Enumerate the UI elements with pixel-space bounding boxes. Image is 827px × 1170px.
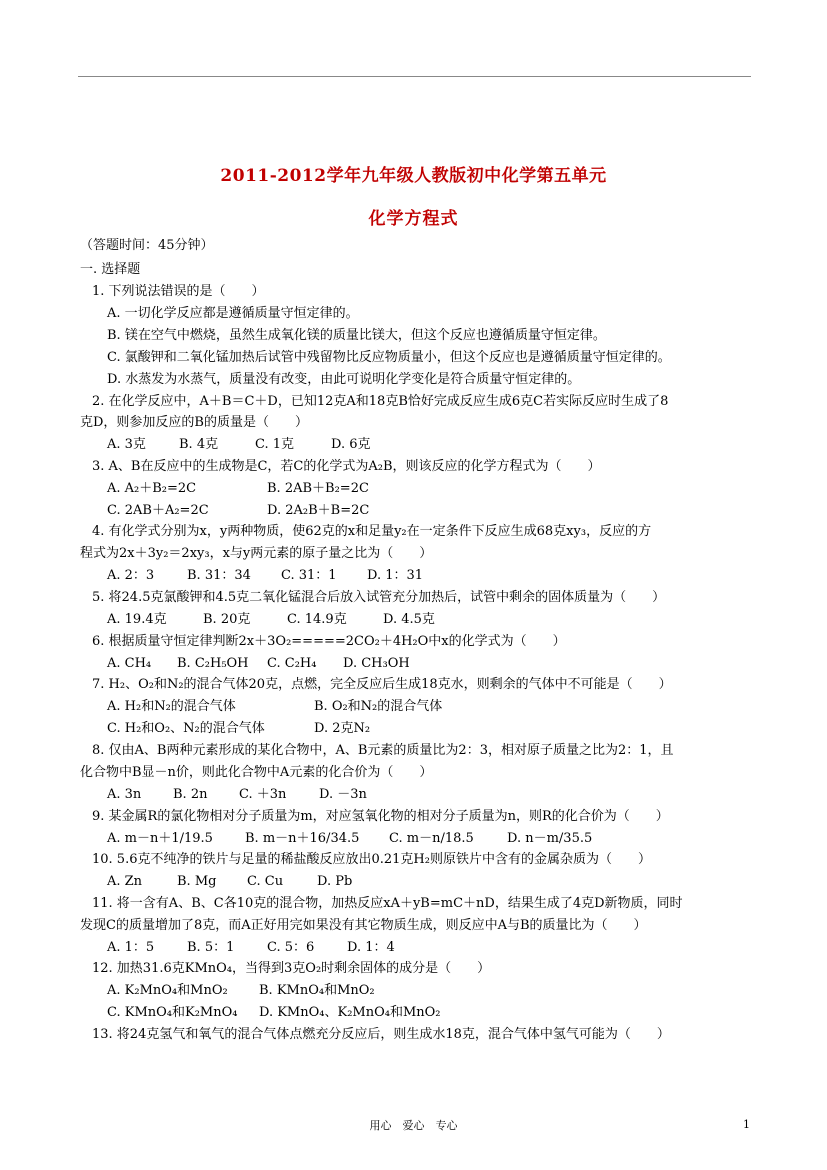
question-1-option-b: B. 镁在空气中燃烧，虽然生成氧化镁的质量比镁大，但这个反应也遵循质量守恒定律。 [107,328,606,343]
question-11-option-a: A. 1：5 [107,940,155,955]
question-6-option-b: B. C₂H₅OH [177,656,249,671]
question-12-options-row-1 [107,983,375,999]
footer-motto: 用心 爱心 专心 [369,1119,458,1132]
question-3-option-d: D. 2A₂B＋B=2C [267,503,370,518]
question-4-option-c: C. 31：1 [281,568,337,583]
question-9-stem: 9. 某金属R的氯化物相对分子质量为m，对应氢氧化物的相对分子质量为n，则R的化合价为（ ） [92,809,669,824]
question-4-stem-line-2: 程式为2x＋3y₂＝2xy₃，x与y两元素的原子量之比为（ ） [80,546,433,561]
question-6-option-a: A. CH₄ [107,656,152,671]
question-5-options [107,612,435,628]
question-12-stem: 12. 加热31.6克KMnO₄，当得到3克O₂时剩余固体的成分是（ ） [92,961,491,976]
question-11-stem-line-1: 11. 将一含有A、B、C各10克的混合物，加热反应xA＋yB=mC＋nD，结果生成了4克D新物质，同时 [92,896,683,911]
question-9-option-a: A. m－n＋1/19.5 [107,831,213,846]
question-3-option-c: C. 2AB＋A₂=2C [107,503,209,518]
question-7-option-a: A. H₂和N₂的混合气体 [107,699,236,714]
question-11-stem-line-2: 发现C的质量增加了8克，而A正好用完如果没有其它物质生成，则反应中A与B的质量比为（ ） [80,918,647,933]
question-9-option-d: D. n－m/35.5 [507,831,593,846]
question-6-options [107,656,410,672]
question-6-stem: 6. 根据质量守恒定律判断2x＋3O₂=====2CO₂＋4H₂O中x的化学式为（ ） [92,634,566,649]
question-8-stem-line-1: 8. 仅由A、B两种元素形成的某化合物中，A、B元素的质量比为2：3，相对原子质量之比为2：1，且 [92,743,674,758]
question-9-option-c: C. m－n/18.5 [389,831,474,846]
question-1-stem: 1. 下列说法错误的是（ ） [92,284,265,299]
question-10-stem: 10. 5.6克不纯净的铁片与足量的稀盐酸反应放出0.21克H₂则原铁片中含有的金属杂质为（ ） [92,852,651,867]
question-7-stem: 7. H₂、O₂和N₂的混合气体20克，点燃，完全反应后生成18克水，则剩余的气体中不可能是（ ） [92,677,672,692]
question-10-option-c: C. Cu [247,874,284,889]
question-4-option-b: B. 31：34 [187,568,251,583]
question-8-option-c: C. ＋3n [239,787,287,802]
question-12-option-c: C. KMnO₄和K₂MnO₄ [107,1005,238,1020]
question-5-option-c: C. 14.9克 [287,612,347,627]
question-9-option-b: B. m－n＋16/34.5 [245,831,360,846]
question-7-option-c: C. H₂和O₂、N₂的混合气体 [107,721,265,736]
question-12-option-b: B. KMnO₄和MnO₂ [259,983,375,998]
page-number: 1 [743,1118,750,1131]
question-7-option-d: D. 2克N₂ [314,721,371,736]
question-4-options [107,568,423,584]
question-2-stem-line-2: 克D，则参加反应的B的质量是（ ） [80,415,308,430]
document-title: 2011-2012学年九年级人教版初中化学第五单元 [220,166,607,186]
question-11-option-b: B. 5：1 [187,940,235,955]
header-rule [78,76,751,77]
question-4-stem-line-1: 4. 有化学式分别为x，y两种物质，使62克的x和足量y₂在一定条件下反应生成68克xy₃，反应的方 [92,524,652,539]
question-2-option-d: D. 6克 [331,437,371,452]
question-3-options-row-1 [107,481,369,497]
question-13-stem: 13. 将24克氢气和氧气的混合气体点燃充分反应后，则生成水18克，混合气体中氢气可能为（ ） [92,1027,670,1042]
question-1-option-c: C. 氯酸钾和二氧化锰加热后试管中残留物比反应物质量小，但这个反应也是遵循质量守恒定律的。 [107,350,671,365]
question-12-option-a: A. K₂MnO₄和MnO₂ [107,983,228,998]
question-11-option-c: C. 5：6 [267,940,315,955]
question-10-option-d: D. Pb [317,874,353,889]
question-10-options [107,874,352,890]
question-6-option-d: D. CH₃OH [343,656,410,671]
question-7-options-row-1 [107,699,442,715]
question-8-option-d: D. －3n [319,787,367,802]
question-5-stem: 5. 将24.5克氯酸钾和4.5克二氧化锰混合后放入试管充分加热后，试管中剩余的固体质量为（ ） [92,590,666,605]
question-1-option-d: D. 水蒸发为水蒸气，质量没有改变，由此可说明化学变化是符合质量守恒定律的。 [107,372,581,387]
question-5-option-a: A. 19.4克 [107,612,167,627]
question-2-option-b: B. 4克 [179,437,219,452]
question-5-option-d: D. 4.5克 [383,612,435,627]
question-3-option-a: A. A₂＋B₂=2C [107,481,197,496]
question-8-options [107,787,367,803]
question-3-options-row-2 [107,503,369,519]
question-5-option-b: B. 20克 [203,612,251,627]
question-7-option-b: B. O₂和N₂的混合气体 [314,699,443,714]
question-8-option-b: B. 2n [173,787,208,802]
question-2-option-a: A. 3克 [107,437,146,452]
document-subtitle: 化学方程式 [368,209,459,229]
question-4-option-d: D. 1：31 [367,568,424,583]
section-heading: 一. 选择题 [80,262,141,277]
question-2-option-c: C. 1克 [255,437,295,452]
question-10-option-a: A. Zn [107,874,143,889]
question-3-option-b: B. 2AB＋B₂=2C [267,481,369,496]
question-2-options [107,437,371,453]
question-4-option-a: A. 2：3 [107,568,155,583]
question-10-option-b: B. Mg [177,874,217,889]
time-note: （答题时间：45分钟） [80,238,214,253]
question-9-options [107,831,592,847]
question-6-option-c: C. C₂H₄ [267,656,317,671]
question-11-options [107,940,395,956]
question-2-stem-line-1: 2. 在化学反应中，A＋B＝C＋D，已知12克A和18克B恰好完成反应生成6克C若实际反应时生成了8 [92,394,669,409]
question-12-option-d: D. KMnO₄、K₂MnO₄和MnO₂ [259,1005,441,1020]
question-12-options-row-2 [107,1005,441,1021]
question-1-option-a: A. 一切化学反应都是遵循质量守恒定律的。 [107,306,359,321]
question-7-options-row-2 [107,721,370,737]
question-3-stem: 3. A、B在反应中的生成物是C，若C的化学式为A₂B，则该反应的化学方程式为（ ） [92,459,601,474]
question-8-stem-line-2: 化合物中B显－n价，则此化合物中A元素的化合价为（ ） [80,765,433,780]
question-11-option-d: D. 1：4 [347,940,395,955]
question-8-option-a: A. 3n [107,787,142,802]
